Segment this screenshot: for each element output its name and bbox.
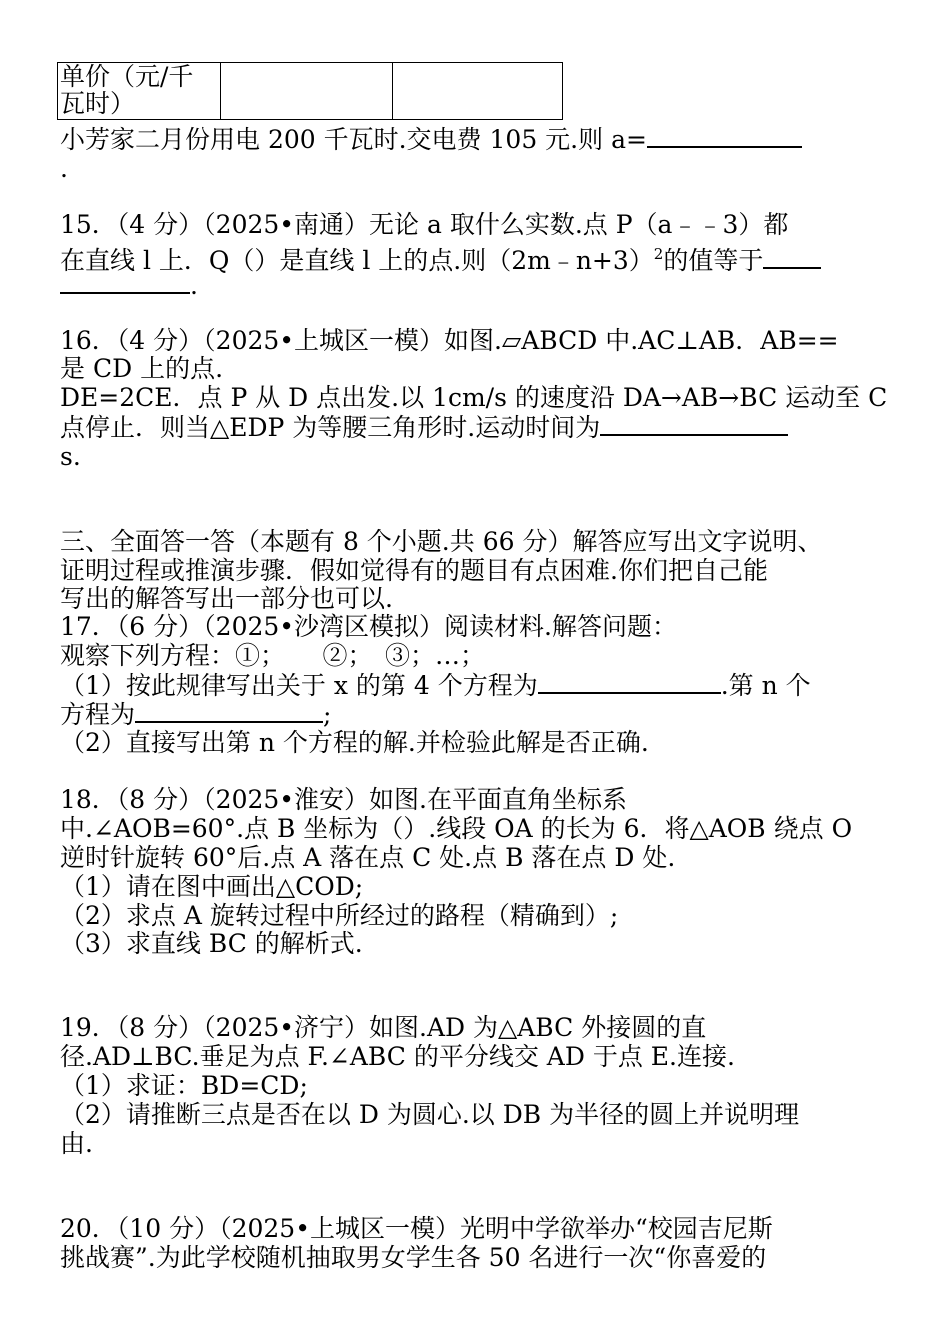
q16-line4 xyxy=(60,412,788,441)
q17-text: .第 n 个 xyxy=(720,671,811,700)
answer-blank[interactable] xyxy=(60,270,190,294)
q14-text: 小芳家二月份用电 200 千瓦时.交电费 105 元.则 a= xyxy=(60,125,647,154)
q15-line2 xyxy=(60,240,821,275)
q18-line6: （3）求直线 BC 的解析式. xyxy=(60,929,363,958)
q15-text: 的值等于 xyxy=(663,246,764,275)
q14-line1 xyxy=(60,124,802,153)
q15-text: . xyxy=(190,271,198,300)
q16-line3: DE=2CE．点 P 从 D 点出发.以 1cm/s 的速度沿 DA→AB→BC 运动至 C xyxy=(60,383,888,412)
table-cell xyxy=(393,63,563,120)
q16-text: 点停止．则当△EDP 为等腰三角形时.运动时间为 xyxy=(60,413,601,442)
q14-line2: . xyxy=(60,154,68,183)
q17-text: ; xyxy=(323,700,332,729)
q18-line1: 18．（8 分）（2025•淮安）如图.在平面直角坐标系 xyxy=(60,785,627,814)
q19-line4: （2）请推断三点是否在以 D 为圆心.以 DB 为半径的圆上并说明理 xyxy=(60,1100,800,1129)
q16-line1: 16．（4 分）（2025•上城区一模）如图.▱ABCD 中.AC⊥AB．AB== xyxy=(60,326,839,355)
q18-line5: （2）求点 A 旋转过程中所经过的路程（精确到）; xyxy=(60,901,619,930)
answer-blank[interactable] xyxy=(538,670,721,694)
q19-line1: 19．（8 分）（2025•济宁）如图.AD 为△ABC 外接圆的直 xyxy=(60,1013,707,1042)
table-row xyxy=(58,63,563,120)
q17-line1: 17．（6 分）（2025•沙湾区模拟）阅读材料.解答问题： xyxy=(60,612,677,641)
q16-line5: s. xyxy=(60,442,81,471)
q15-line1: 15．（4 分）（2025•南通）无论 a 取什么实数.点 P（a﹣﹣3）都 xyxy=(60,210,789,239)
section3-line2: 证明过程或推演步骤．假如觉得有的题目有点困难.你们把自己能 xyxy=(60,556,768,585)
table-cell xyxy=(221,63,393,120)
q19-line5: 由. xyxy=(60,1129,93,1158)
q15-text: 在直线 l 上．Q（）是直线 l 上的点.则（2m﹣n+3） xyxy=(60,246,654,275)
q18-line2: 中.∠AOB=60°.点 B 坐标为（）.线段 OA 的长为 6．将△AOB 绕点 O xyxy=(60,814,853,843)
q16-line2: 是 CD 上的点. xyxy=(60,354,224,383)
table-header-cell xyxy=(58,63,221,120)
section3-line3: 写出的解答写出一部分也可以. xyxy=(60,584,393,613)
superscript: 2 xyxy=(653,245,664,263)
q17-line5: （2）直接写出第 n 个方程的解.并检验此解是否正确. xyxy=(60,728,649,757)
answer-blank[interactable] xyxy=(763,245,821,269)
answer-blank[interactable] xyxy=(647,124,802,148)
q17-line2: 观察下列方程：①； ②； ③；…； xyxy=(60,641,486,670)
q20-line1: 20．（10 分）（2025•上城区一模）光明中学欲举办“校园吉尼斯 xyxy=(60,1214,773,1243)
q19-line2: 径.AD⊥BC.垂足为点 F.∠ABC 的平分线交 AD 于点 E.连接. xyxy=(60,1042,735,1071)
table-header-text: 单价（元/千瓦时） xyxy=(60,62,194,118)
q15-line3 xyxy=(60,270,198,299)
q17-line3 xyxy=(60,670,811,699)
price-table xyxy=(57,62,563,120)
q20-line2: 挑战赛”.为此学校随机抽取男女学生各 50 名进行一次“你喜爱的 xyxy=(60,1243,767,1272)
q18-line3: 逆时针旋转 60°后.点 A 落在点 C 处.点 B 落在点 D 处. xyxy=(60,843,676,872)
q18-line4: （1）请在图中画出△COD; xyxy=(60,872,364,901)
answer-blank[interactable] xyxy=(600,412,788,436)
q19-line3: （1）求证：BD=CD; xyxy=(60,1071,308,1100)
answer-blank[interactable] xyxy=(135,699,323,723)
q17-text: （1）按此规律写出关于 x 的第 4 个方程为 xyxy=(60,671,538,700)
section3-line1: 三、全面答一答（本题有 8 个小题.共 66 分）解答应写出文字说明、 xyxy=(60,527,823,556)
q17-line4 xyxy=(60,699,331,728)
q17-text: 方程为 xyxy=(60,700,136,729)
